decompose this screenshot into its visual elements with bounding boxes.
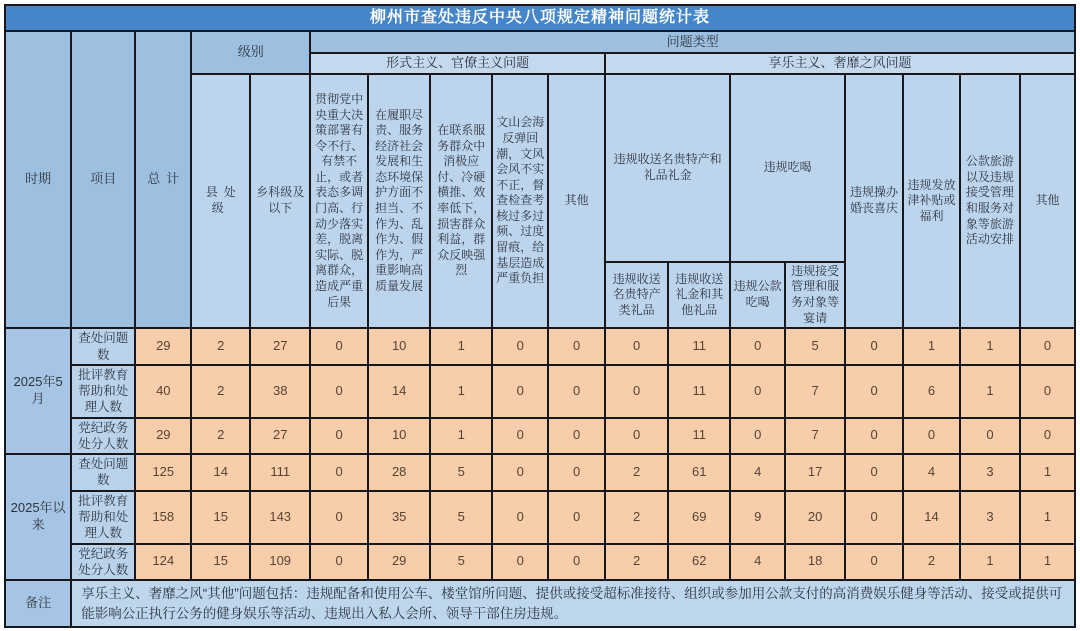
data-cell: 11	[668, 365, 730, 418]
data-cell: 5	[430, 454, 492, 491]
data-cell: 0	[730, 418, 785, 455]
data-cell: 27	[250, 328, 310, 365]
data-cell: 27	[250, 418, 310, 455]
data-cell: 3	[960, 454, 1020, 491]
data-cell: 14	[903, 491, 960, 544]
header-allowance-col: 违规发放津补贴或福利	[903, 74, 960, 328]
data-cell: 109	[250, 544, 310, 581]
data-cell: 0	[548, 365, 605, 418]
data-cell: 5	[430, 544, 492, 581]
header-total: 总计	[135, 31, 191, 328]
header-period: 时期	[5, 31, 71, 328]
header-township-level-col: 乡科级及以下	[250, 74, 310, 328]
data-cell: 143	[250, 491, 310, 544]
data-cell: 10	[368, 328, 430, 365]
data-cell: 0	[310, 328, 368, 365]
data-cell: 0	[310, 544, 368, 581]
data-cell: 28	[368, 454, 430, 491]
header-formalism-col-4: 文山会海反弹回潮，文风会风不实不正，督查检查考核过多过频、过度留痕，给基层造成严重负担	[492, 74, 548, 328]
data-cell: 18	[785, 544, 845, 581]
data-cell: 1	[1020, 491, 1075, 544]
row-label: 查处问题数	[71, 454, 135, 491]
data-cell: 69	[668, 491, 730, 544]
data-cell: 0	[845, 454, 903, 491]
data-cell: 0	[730, 328, 785, 365]
data-cell: 125	[135, 454, 191, 491]
table-title: 柳州市查处违反中央八项规定精神问题统计表	[5, 5, 1075, 31]
data-cell: 4	[730, 544, 785, 581]
header-hedonism-other-col: 其他	[1020, 74, 1075, 328]
data-cell: 1	[430, 365, 492, 418]
data-cell: 5	[430, 491, 492, 544]
data-cell: 0	[1020, 328, 1075, 365]
data-cell: 40	[135, 365, 191, 418]
data-cell: 0	[605, 328, 668, 365]
data-cell: 20	[785, 491, 845, 544]
data-cell: 158	[135, 491, 191, 544]
data-cell: 9	[730, 491, 785, 544]
header-dining-invitation-col: 违规接受管理和服务对象等宴请	[785, 262, 845, 328]
data-cell: 124	[135, 544, 191, 581]
header-problem-type-group: 问题类型	[310, 31, 1075, 53]
data-cell: 35	[368, 491, 430, 544]
header-wedding-funeral-col: 违规操办婚丧喜庆	[845, 74, 903, 328]
data-cell: 3	[960, 491, 1020, 544]
period-cell: 2025年以来	[5, 454, 71, 580]
data-cell: 2	[605, 454, 668, 491]
header-hedonism-group: 享乐主义、奢靡之风问题	[605, 53, 1075, 74]
data-cell: 1	[960, 365, 1020, 418]
data-cell: 0	[903, 418, 960, 455]
data-cell: 2	[191, 365, 250, 418]
row-label: 党纪政务处分人数	[71, 418, 135, 455]
data-cell: 0	[492, 365, 548, 418]
data-cell: 4	[903, 454, 960, 491]
data-cell: 7	[785, 418, 845, 455]
data-cell: 11	[668, 328, 730, 365]
header-dining-group: 违规吃喝	[730, 74, 845, 262]
data-cell: 111	[250, 454, 310, 491]
data-cell: 0	[605, 418, 668, 455]
data-cell: 0	[492, 454, 548, 491]
data-cell: 61	[668, 454, 730, 491]
data-cell: 0	[960, 418, 1020, 455]
data-cell: 62	[668, 544, 730, 581]
data-cell: 0	[548, 491, 605, 544]
data-cell: 29	[368, 544, 430, 581]
data-cell: 0	[310, 418, 368, 455]
header-formalism-col-1: 贯彻党中央重大决策部署有令不行、有禁不止，或者表态多调门高、行动少落实差，脱离实际、脱离群众，造成严重后果	[310, 74, 368, 328]
row-label: 党纪政务处分人数	[71, 544, 135, 581]
data-cell: 14	[368, 365, 430, 418]
header-formalism-col-3: 在联系服务群众中消极应付、冷硬横推、效率低下，损害群众利益，群众反映强烈	[430, 74, 492, 328]
row-label: 批评教育帮助和处理人数	[71, 365, 135, 418]
data-cell: 10	[368, 418, 430, 455]
data-cell: 0	[845, 418, 903, 455]
data-cell: 0	[492, 544, 548, 581]
data-cell: 1	[903, 328, 960, 365]
data-cell: 1	[960, 328, 1020, 365]
data-cell: 0	[1020, 365, 1075, 418]
data-cell: 1	[1020, 544, 1075, 581]
data-cell: 0	[310, 454, 368, 491]
header-formalism-other-col: 其他	[548, 74, 605, 328]
data-cell: 0	[605, 365, 668, 418]
data-cell: 11	[668, 418, 730, 455]
row-label: 批评教育帮助和处理人数	[71, 491, 135, 544]
data-cell: 14	[191, 454, 250, 491]
statistics-table	[4, 4, 1076, 628]
data-cell: 1	[960, 544, 1020, 581]
data-cell: 0	[310, 365, 368, 418]
data-cell: 0	[1020, 418, 1075, 455]
header-county-level-col: 县处级	[191, 74, 250, 328]
data-cell: 0	[548, 418, 605, 455]
period-cell: 2025年5月	[5, 328, 71, 454]
data-cell: 0	[845, 544, 903, 581]
data-cell: 0	[845, 365, 903, 418]
data-cell: 4	[730, 454, 785, 491]
row-label: 查处问题数	[71, 328, 135, 365]
data-cell: 15	[191, 491, 250, 544]
data-cell: 0	[548, 454, 605, 491]
data-cell: 0	[548, 328, 605, 365]
data-cell: 0	[845, 328, 903, 365]
header-gifts-specialty-col: 违规收送名贵特产类礼品	[605, 262, 668, 328]
data-cell: 5	[785, 328, 845, 365]
header-gifts-group: 违规收送名贵特产和礼品礼金	[605, 74, 730, 262]
data-cell: 1	[1020, 454, 1075, 491]
header-formalism-col-2: 在履职尽责、服务经济社会发展和生态环境保护方面不担当、不作为、乱作为、假作为，严重影响高质量发展	[368, 74, 430, 328]
data-cell: 29	[135, 328, 191, 365]
data-cell: 2	[605, 544, 668, 581]
header-item: 项目	[71, 31, 135, 328]
remark-text: 享乐主义、奢靡之风“其他”问题包括：违规配备和使用公车、楼堂馆所问题、提供或接受超标准接待、组织或参加用公款支付的高消费娱乐健身等活动、接受或提供可能影响公正执行公务的健身娱乐等活动、违规出入私人会所、领导干部住房违规。	[71, 580, 1075, 627]
data-cell: 1	[430, 328, 492, 365]
data-cell: 15	[191, 544, 250, 581]
data-cell: 0	[310, 491, 368, 544]
data-cell: 2	[191, 418, 250, 455]
header-formalism-group: 形式主义、官僚主义问题	[310, 53, 605, 74]
data-cell: 38	[250, 365, 310, 418]
data-cell: 0	[548, 544, 605, 581]
data-cell: 2	[605, 491, 668, 544]
data-cell: 1	[430, 418, 492, 455]
data-cell: 2	[903, 544, 960, 581]
header-gifts-cash-col: 违规收送礼金和其他礼品	[668, 262, 730, 328]
data-cell: 6	[903, 365, 960, 418]
header-level-group: 级别	[191, 31, 310, 74]
data-cell: 29	[135, 418, 191, 455]
data-cell: 0	[845, 491, 903, 544]
data-cell: 0	[492, 418, 548, 455]
data-cell: 0	[492, 491, 548, 544]
data-cell: 0	[492, 328, 548, 365]
data-cell: 7	[785, 365, 845, 418]
header-public-funds-dining-col: 违规公款吃喝	[730, 262, 785, 328]
header-travel-col: 公款旅游以及违规接受管理和服务对象等旅游活动安排	[960, 74, 1020, 328]
remark-label: 备注	[5, 580, 71, 627]
data-cell: 17	[785, 454, 845, 491]
data-cell: 2	[191, 328, 250, 365]
data-cell: 0	[730, 365, 785, 418]
